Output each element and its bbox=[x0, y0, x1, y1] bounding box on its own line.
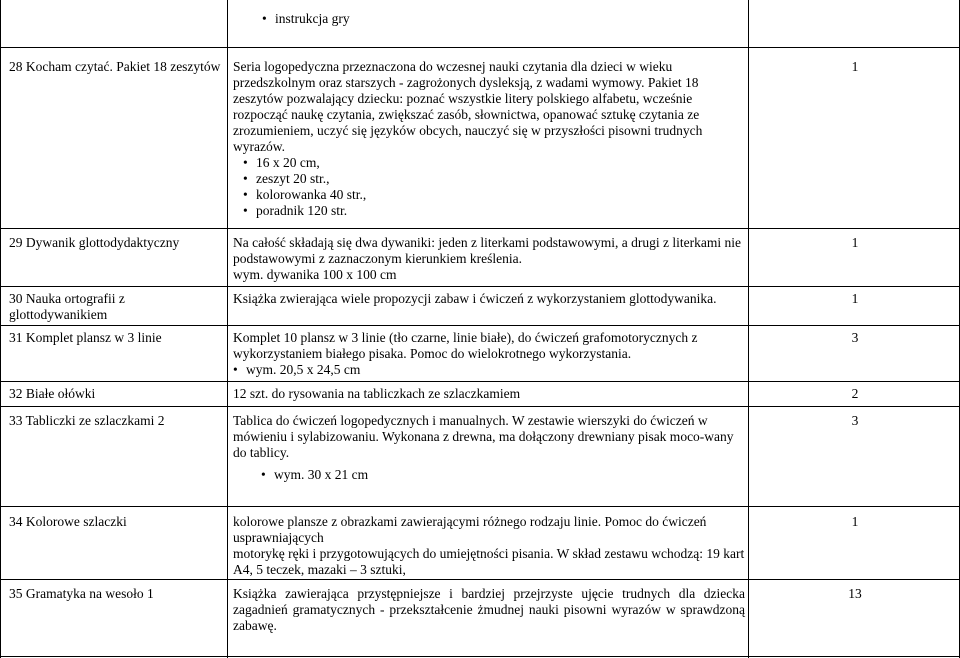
item-description: 12 szt. do rysowania na tabliczkach ze szlaczkamiem bbox=[233, 386, 521, 401]
item-name: 31 Komplet plansz w 3 linie bbox=[9, 330, 162, 345]
item-name: 34 Kolorowe szlaczki bbox=[9, 514, 127, 529]
item-name: 28 Kocham czytać. Pakiet 18 zeszytów bbox=[9, 59, 221, 74]
list-item: • wym. 30 x 21 cm bbox=[261, 467, 745, 483]
item-description: kolorowe plansze z obrazkami zawierającymi różnego rodzaju linie. Pomoc do ćwiczeń usprawniających motorykę ręki i przygotowujących do umiejętności pisania. W skład zestawu wchodzą: 19 kart A4, 5 teczek, mazaki – 3 sztuki, bbox=[233, 514, 745, 577]
list-item: • poradnik 120 str. bbox=[243, 203, 745, 219]
item-description: Tablica do ćwiczeń logopedycznych i manualnych. W zestawie wierszyki do ćwiczeń w mówieniu i sylabizowaniu. Wykonana z drewna, ma dołączony drewniany pisak moco-wany do tablicy. • wym. 30 x 21 cm bbox=[233, 413, 745, 483]
row-divider bbox=[0, 325, 960, 326]
item-description: Komplet 10 plansz w 3 linie (tło czarne, linie białe), do ćwiczeń grafomotorycznych z wykorzystaniem białego pisaka. Pomoc do wielokrotnego wykorzystania. • wym. 20,5 x 24,5 cm bbox=[233, 330, 745, 378]
column-line bbox=[0, 0, 1, 658]
item-description: Książka zawierająca przystępniejsze i bardziej przejrzyste ujęcie trudnych dla dziecka zagadnień gramatycznych - przekształcenie żmudnej nauki pisowni wyrazów w sprawdzoną zabawę. bbox=[233, 586, 745, 633]
item-description: Książka zwierająca wiele propozycji zabaw i ćwiczeń z wykorzystaniem glottodywanika. bbox=[233, 291, 717, 306]
list-item: • zeszyt 20 str., bbox=[243, 171, 745, 187]
item-quantity: 13 bbox=[848, 586, 862, 601]
item-name: 30 Nauka ortografii z glottodywanikiem bbox=[9, 291, 125, 322]
item-quantity: 2 bbox=[851, 386, 859, 401]
table-bottom-border bbox=[0, 656, 960, 657]
row-divider bbox=[0, 286, 960, 287]
item-name: 35 Gramatyka na wesoło 1 bbox=[9, 586, 154, 601]
row-divider bbox=[0, 381, 960, 382]
table-top-border bbox=[0, 47, 960, 48]
row-divider bbox=[0, 228, 960, 229]
list-item: • wym. 20,5 x 24,5 cm bbox=[233, 362, 745, 378]
item-quantity: 3 bbox=[851, 413, 859, 428]
list-item: • instrukcja gry bbox=[262, 11, 960, 27]
item-name: 33 Tabliczki ze szlaczkami 2 bbox=[9, 413, 165, 428]
row-divider bbox=[0, 579, 960, 580]
column-line bbox=[227, 0, 228, 658]
item-name: 29 Dywanik glottodydaktyczny bbox=[9, 235, 180, 250]
bullet-list bbox=[233, 155, 745, 219]
item-quantity: 1 bbox=[851, 291, 859, 306]
item-quantity: 1 bbox=[851, 59, 859, 74]
column-line bbox=[748, 0, 749, 658]
item-name: 32 Białe ołówki bbox=[9, 386, 96, 401]
item-quantity: 1 bbox=[851, 514, 859, 529]
list-item: • kolorowanka 40 str., bbox=[243, 187, 745, 203]
item-quantity: 3 bbox=[851, 330, 859, 345]
item-description: Seria logopedyczna przeznaczona do wczesnej nauki czytania dla dzieci w wieku przedszkolnym oraz starszych - zagrożonych dysleksją, z wadami wymowy. Pakiet 18 zeszytów pozwalający dziecku: poznać wszystkie litery polskiego alfabetu, wcześnie rozpocząć naukę czytania, zwiększać zasób, słownictwa, opanować sztukę czytania ze zrozumieniem, uczyć się języków obcych, nauczyć się w przyszłości pisowni trudnych wyrazów. • 16 x 20 cm, • zeszyt 20 str., • kolorowanka 40 str., • poradnik 120 str. bbox=[233, 59, 745, 219]
row-divider bbox=[0, 406, 960, 407]
row-divider bbox=[0, 506, 960, 507]
item-description: Na całość składają się dwa dywaniki: jeden z literkami podstawowymi, a drugi z literkami nie podstawowymi z zaznaczonym kierunkiem kreślenia. wym. dywanika 100 x 100 cm bbox=[233, 235, 741, 282]
item-quantity: 1 bbox=[851, 235, 859, 250]
list-item: • 16 x 20 cm, bbox=[243, 155, 745, 171]
